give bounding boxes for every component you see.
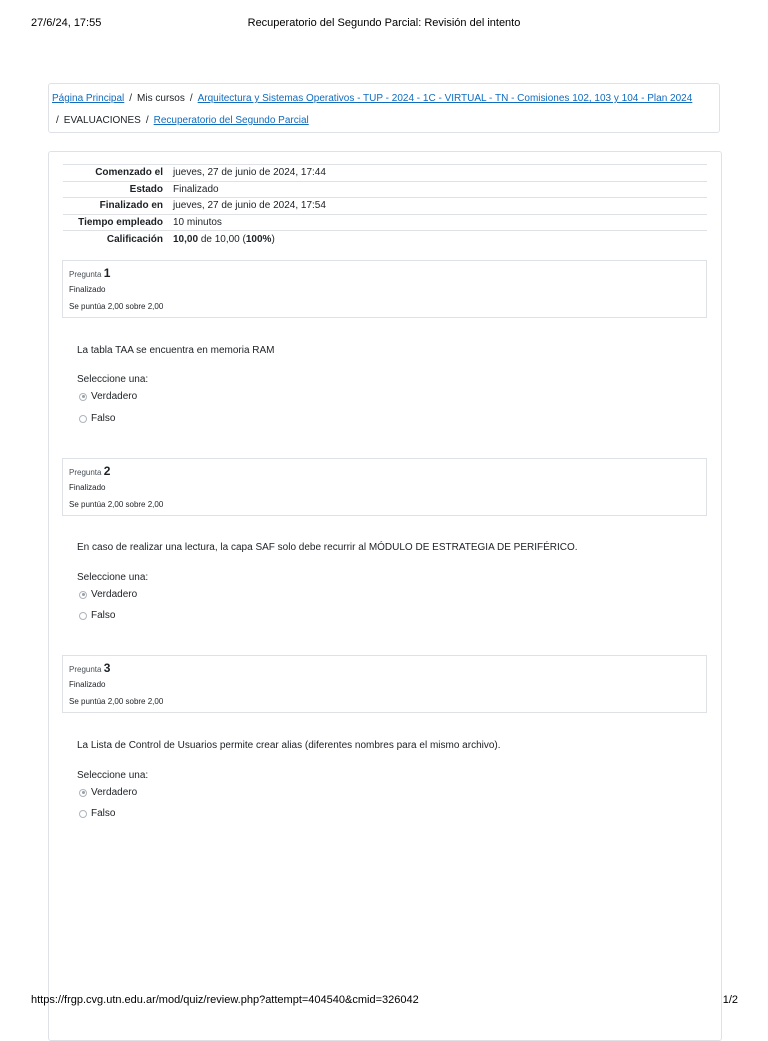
question-grade: Se puntúa 2,00 sobre 2,00: [69, 500, 164, 509]
option-falso-2[interactable]: [79, 610, 115, 621]
summary-value: 10 minutos: [173, 217, 222, 229]
radio-checked-icon[interactable]: [79, 591, 87, 599]
question-prompt-3: Seleccione una:: [77, 770, 149, 781]
question-prompt-2: Seleccione una:: [77, 572, 149, 583]
radio-checked-icon[interactable]: [79, 789, 87, 797]
radio-unchecked-icon[interactable]: [79, 415, 87, 423]
question-prefix: Pregunta: [69, 270, 102, 279]
option-verdadero-1[interactable]: [79, 391, 137, 402]
option-label: Verdadero: [91, 391, 138, 402]
breadcrumb-separator: /: [56, 115, 59, 126]
summary-value: Finalizado: [173, 183, 219, 195]
summary-label: Finalizado en: [99, 200, 163, 212]
question-info-2: [62, 458, 707, 516]
print-header: [0, 0, 768, 40]
question-number-value: 1: [103, 266, 111, 280]
print-footer: [0, 994, 768, 1024]
summary-row: [63, 198, 707, 215]
breadcrumb-link-home[interactable]: Página Principal: [52, 93, 125, 104]
breadcrumb-separator: /: [189, 93, 193, 104]
question-text-3: La Lista de Control de Usuarios permite crear alias (diferentes nombres para el mismo archivo).: [77, 740, 501, 751]
option-label: Falso: [91, 413, 116, 424]
grade-percent: 100%: [245, 233, 272, 245]
summary-row: [63, 214, 707, 231]
question-state: Finalizado: [69, 680, 106, 689]
option-label: Verdadero: [91, 589, 138, 600]
question-number-value: 3: [103, 661, 111, 675]
summary-row-grade: [63, 231, 707, 248]
option-falso-1[interactable]: [79, 413, 115, 424]
radio-unchecked-icon[interactable]: [79, 612, 87, 620]
summary-label: Tiempo empleado: [78, 217, 163, 229]
question-state: Finalizado: [69, 285, 106, 294]
radio-checked-icon[interactable]: [79, 393, 87, 401]
grade-label: Calificación: [106, 233, 163, 245]
option-label: Falso: [91, 808, 116, 819]
question-prefix: Pregunta: [69, 468, 102, 477]
print-title: Recuperatorio del Segundo Parcial: Revisión del intento: [247, 17, 521, 29]
question-prompt-1: Seleccione una:: [77, 374, 149, 385]
question-number-value: 2: [103, 464, 111, 478]
breadcrumb-item-evaluaciones: EVALUACIONES: [63, 115, 141, 126]
grade-value: [169, 231, 707, 248]
question-text-2: En caso de realizar una lectura, la capa SAF solo debe recurrir al MÓDULO DE ESTRATEGIA DE PERIFÉRICO.: [77, 542, 578, 553]
grade-of: de 10,00 (: [200, 233, 246, 245]
question-info-1: [62, 260, 707, 318]
question-number: [69, 661, 110, 675]
breadcrumb-separator: /: [145, 115, 149, 126]
grade-score: 10,00: [173, 233, 199, 245]
print-datetime: 27/6/24, 17:55: [31, 17, 102, 29]
radio-unchecked-icon[interactable]: [79, 810, 87, 818]
question-grade: Se puntúa 2,00 sobre 2,00: [69, 697, 164, 706]
question-prefix: Pregunta: [69, 665, 102, 674]
question-state: Finalizado: [69, 483, 106, 492]
grade-close: ): [271, 233, 275, 245]
summary-label: Estado: [129, 183, 163, 195]
option-label: Verdadero: [91, 787, 138, 798]
summary-value: jueves, 27 de junio de 2024, 17:54: [173, 200, 326, 212]
option-falso-3[interactable]: [79, 808, 115, 819]
breadcrumb-separator: /: [129, 93, 133, 104]
print-url: https://frgp.cvg.utn.edu.ar/mod/quiz/review.php?attempt=404540&cmid=326042: [31, 994, 419, 1006]
summary-label: Comenzado el: [95, 167, 163, 179]
summary-row: [63, 181, 707, 198]
breadcrumb-item-mis-cursos: Mis cursos: [137, 93, 185, 104]
question-number: [69, 266, 110, 280]
question-info-3: [62, 655, 707, 713]
breadcrumb-link-course[interactable]: Arquitectura y Sistemas Operativos - TUP - 2024 - 1C - VIRTUAL - TN - Comisiones 102, 103 y 104 - Plan 2024: [197, 93, 693, 104]
summary-row: [63, 165, 707, 182]
option-label: Falso: [91, 610, 116, 621]
breadcrumb: [48, 83, 720, 133]
print-page-number: 1/2: [722, 994, 738, 1006]
question-text-1: La tabla TAA se encuentra en memoria RAM: [77, 345, 275, 356]
attempt-summary-table: [63, 164, 707, 247]
question-grade: Se puntúa 2,00 sobre 2,00: [69, 302, 164, 311]
option-verdadero-3[interactable]: [79, 787, 137, 798]
question-number: [69, 464, 110, 478]
option-verdadero-2[interactable]: [79, 589, 137, 600]
summary-value: jueves, 27 de junio de 2024, 17:44: [173, 167, 326, 179]
breadcrumb-link-quiz[interactable]: Recuperatorio del Segundo Parcial: [153, 115, 309, 126]
